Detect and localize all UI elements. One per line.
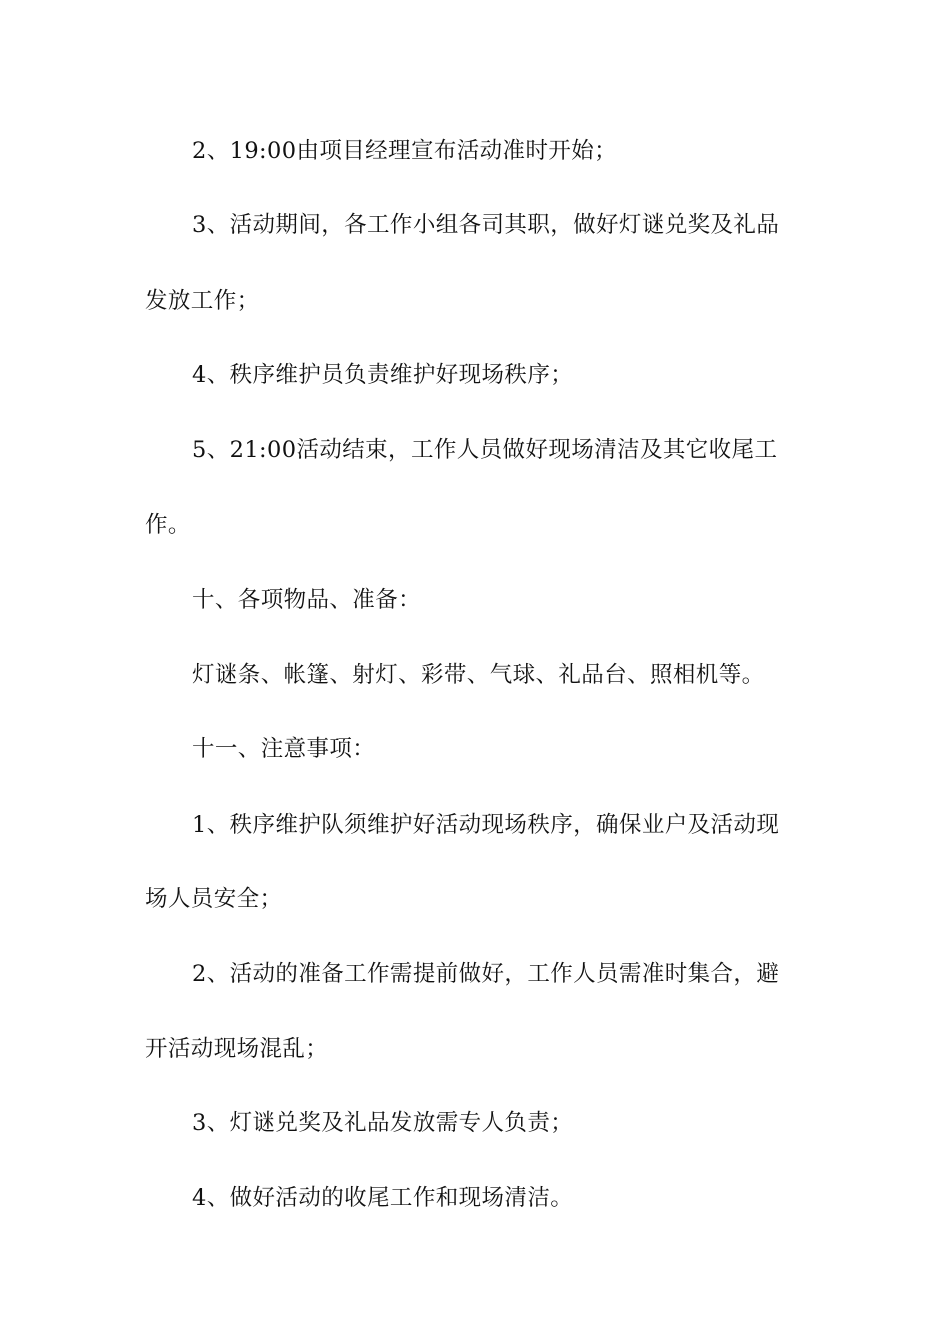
paragraph-line: 发放工作； <box>145 288 260 314</box>
paragraph-line: 4、做好活动的收尾工作和现场清洁。 <box>192 1185 574 1211</box>
paragraph-line: 5、21:00活动结束，工作人员做好现场清洁及其它收尾工 <box>192 437 778 463</box>
paragraph-line: 灯谜条、帐篷、射灯、彩带、气球、礼品台、照相机等。 <box>192 662 765 688</box>
paragraph-line: 2、19:00由项目经理宣布活动准时开始； <box>192 138 618 164</box>
section-heading: 十、各项物品、准备： <box>192 587 422 613</box>
paragraph-line: 开活动现场混乱； <box>145 1036 329 1062</box>
paragraph-line: 3、灯谜兑奖及礼品发放需专人负责； <box>192 1110 574 1136</box>
section-heading: 十一、注意事项： <box>192 736 376 762</box>
paragraph-line: 4、秩序维护员负责维护好现场秩序； <box>192 362 574 388</box>
paragraph-line: 作。 <box>145 512 191 538</box>
paragraph-line: 1、秩序维护队须维护好活动现场秩序，确保业户及活动现 <box>192 812 780 838</box>
paragraph-line: 3、活动期间，各工作小组各司其职，做好灯谜兑奖及礼品 <box>192 212 780 238</box>
paragraph-line: 场人员安全； <box>145 886 283 912</box>
paragraph-line: 2、活动的准备工作需提前做好，工作人员需准时集合，避 <box>192 961 780 987</box>
